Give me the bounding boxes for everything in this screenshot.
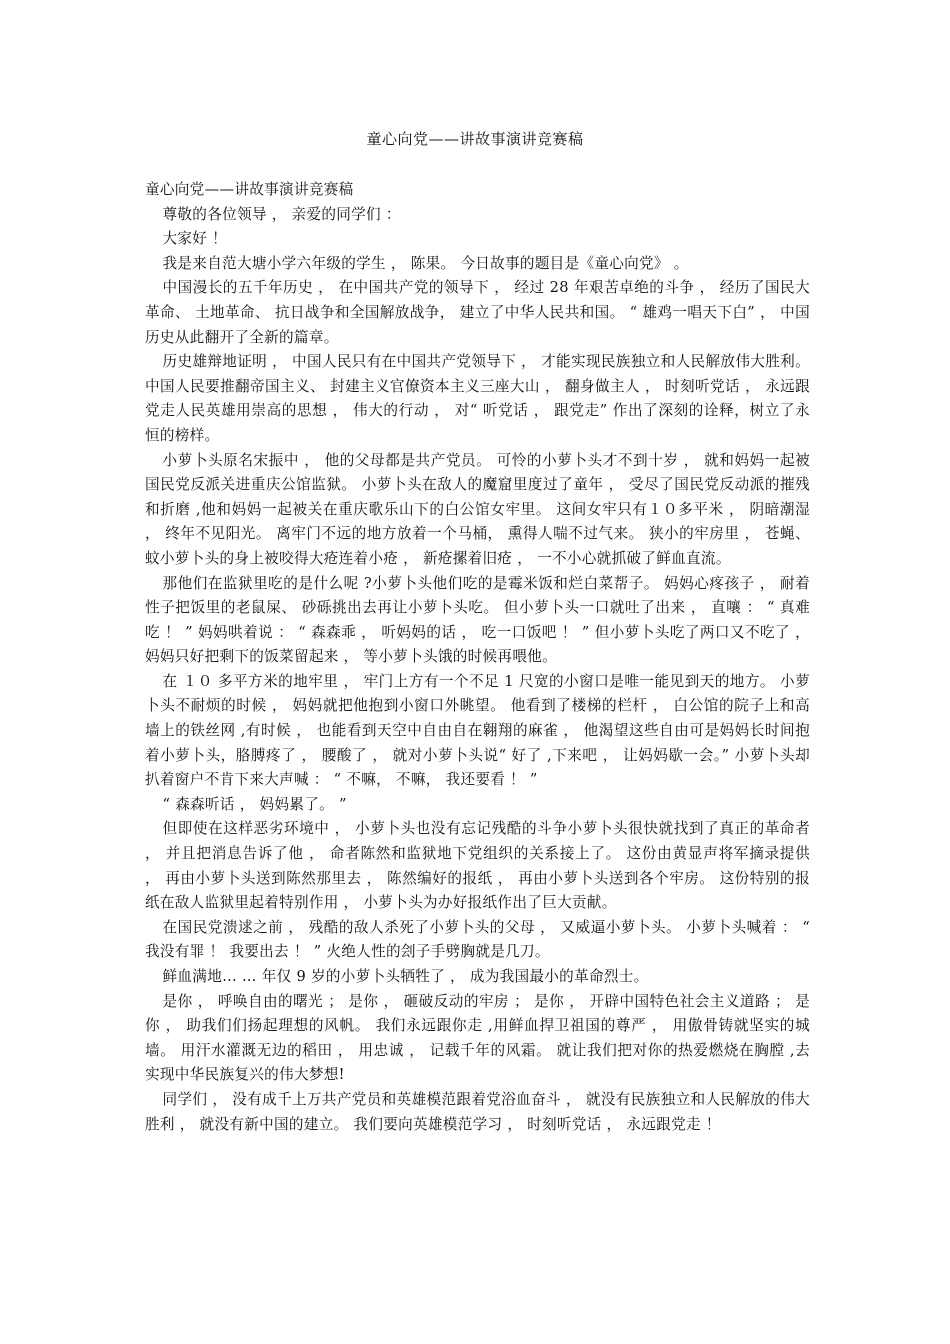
paragraph: 历史雄辩地证明 ， 中国人民只有在中国共产党领导下 ， 才能实现民族独立和人民解放伟大胜利。 中国人民要推翻帝国主义、 封建主义官僚资本主义三座大山 ， 翻身做主人 ， 时刻听党话 ， 永远跟党走人民英雄用崇高的思想 ， 伟大的行动 ， 对“ 听党话 ， 跟党走” 作出了深刻的诠释，树立了永恒的榜样。 <box>145 353 810 444</box>
document-title: 童心向党——讲故事演讲竞赛稿 <box>366 130 584 148</box>
paragraph: 大家好 ！ <box>162 230 228 248</box>
paragraph: 鲜血满地… … 年仅 9 岁的小萝卜头牺牲了 ， 成为我国最小的革命烈士。 <box>162 968 649 985</box>
paragraph: “ 森森听话 ， 妈妈累了。 ” <box>162 795 347 813</box>
paragraph: 中国漫长的五千年历史 ， 在中国共产党的领导下 ， 经过 28 年艰苦卓绝的斗争 ， 经历了国民大革命、 土地革命、 抗日战争和全国解放战争， 建立了中华人民共和国。 “ 雄鸡一唱天下白” ， 中国历史从此翻开了全新的篇章。 <box>145 279 810 346</box>
paragraph: 在 １０ 多平方米的地牢里 ， 牢门上方有一个不足 1 尺宽的小窗口是唯一能见到天的地方。 小萝卜头不耐烦的时候 ， 妈妈就把他抱到小窗口外眺望。 他看到了楼梯的栏杆 ， 白公馆的院子上和高墙上的铁丝网 ,有时候 ， 也能看到天空中自由自在翱翔的麻雀 ， 他渴望这些自由可是妈妈长时间抱着小萝卜头，胳膊疼了 ， 腰酸了 ， 就对小萝卜头说“ 好了 ,下来吧 ， 让妈妈歇一会。” 小萝卜头却扒着窗户不肯下来大声喊 ： “ 不嘛， 不嘛， 我还要看 ！ ” <box>145 672 810 789</box>
paragraph: 同学们 ， 没有成千上万共产党员和英雄模范跟着党浴血奋斗 ， 就没有民族独立和人民解放的伟大胜利 ， 就没有新中国的建立。 我们要向英雄模范学习 ， 时刻听党话 ， 永远跟党走 ！ <box>145 1090 810 1133</box>
document-subtitle: 童心向党——讲故事演讲竞赛稿 <box>145 181 354 198</box>
document-body <box>145 178 810 1137</box>
paragraph: 我是来自范大塘小学六年级的学生 ， 陈果。 今日故事的题目是《童心向党》 。 <box>162 254 689 272</box>
paragraph: 尊敬的各位领导 ， 亲爱的同学们 ： <box>162 205 401 223</box>
paragraph: 在国民党溃逑之前 ， 残酷的敌人杀死了小萝卜头的父母 ， 又威逼小萝卜头。 小萝卜头喊着 ： “ 我没有罪 ！ 我要出去 ！ ” 火绝人性的刽子手劈胸就是几刀。 <box>145 918 810 961</box>
paragraph: 是你 ， 呼唤自由的曙光 ； 是你 ， 砸破反动的牢房 ； 是你 ， 开辟中国特色社会主义道路 ； 是你 ， 助我们们扬起理想的风帆。 我们永远跟你走 ,用鲜血捍卫祖国的尊严 ， 用傲骨铸就坚实的城墙。 用汗水灌溉无边的稻田 ， 用忠诚 ， 记载千年的风霜。 就让我们把对你的热爱燃烧在胸膛 ,去实现中华民族复兴的伟大梦想! <box>145 992 810 1084</box>
paragraph: 那他们在监狱里吃的是什么呢 ?小萝卜头他们吃的是霉米饭和烂白菜帮子。 妈妈心疼孩子 ， 耐着性子把饭里的老鼠屎、 砂砾挑出去再让小萝卜头吃。 但小萝卜头一口就吐了出来 ， 直嚷 ： “ 真难吃 ！ ” 妈妈哄着说 ： “ 森森乖 ， 听妈妈的话 ， 吃一口饭吧 ！ ” 但小萝卜头吃了两口又不吃了 ， 妈妈只好把剩下的饭菜留起来 ， 等小萝卜头饿的时候再喂他。 <box>145 574 810 666</box>
paragraph: 但即使在这样恶劣环境中 ， 小萝卜头也没有忘记残酷的斗争小萝卜头很快就找到了真正的革命者 ， 并且把消息告诉了他 ， 命者陈然和监狱地下党组织的关系接上了。 这份由黄显声将军摘录提供 ， 再由小萝卜头送到陈然那里去 ， 陈然编好的报纸 ， 再由小萝卜头送到各个牢房。 这份特别的报纸在敌人监狱里起着特别作用 ， 小萝卜头为办好报纸作出了巨大贡献。 <box>145 820 810 912</box>
paragraph: 小萝卜头原名宋振中 ， 他的父母都是共产党员。 可怜的小萝卜头才不到十岁 ， 就和妈妈一起被国民党反派关进重庆公馆监狱。 小萝卜头在敌人的魔窟里度过了童年 ， 受尽了国民党反动派的摧残和折磨 ,他和妈妈一起被关在重庆歌乐山下的白公馆女牢里。 这间女牢只有１０多平米 ， 阴暗潮湿 ， 终年不见阳光。 离牢门不远的地方放着一个马桶， 熏得人喘不过气来。 狭小的牢房里 ， 苍蝇、 蚊小萝卜头的身上被咬得大疮连着小疮 ， 新疮摞着旧疮 ， 一不小心就抓破了鲜血直流。 <box>145 451 810 567</box>
